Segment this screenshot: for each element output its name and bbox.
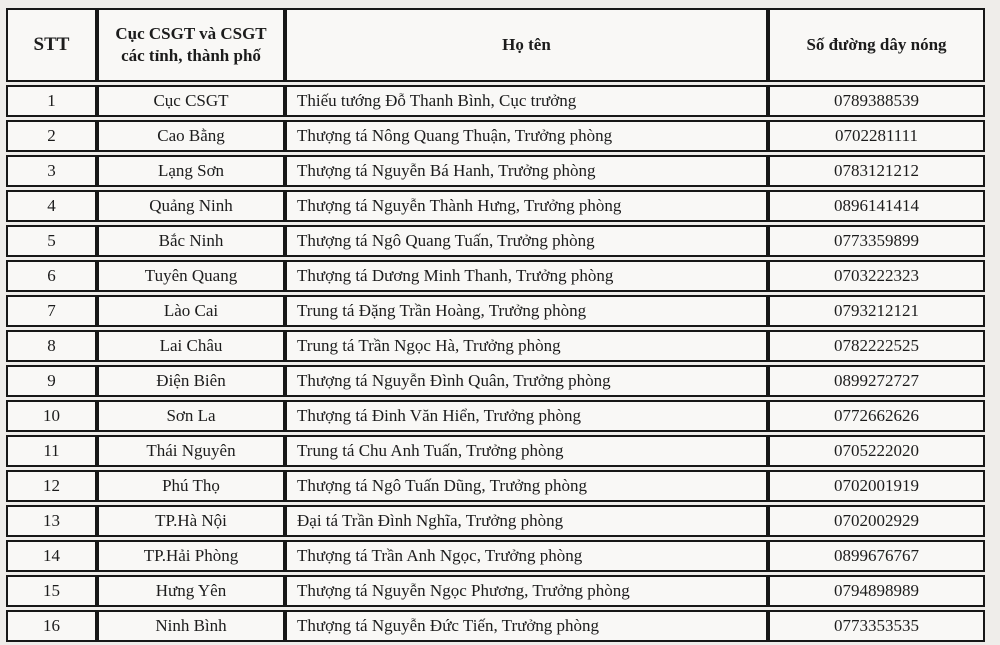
- row-hotline: 0702002929: [768, 505, 985, 537]
- row-stt: 1: [6, 85, 97, 117]
- row-hotline: 0783121212: [768, 155, 985, 187]
- row-hotline: 0794898989: [768, 575, 985, 607]
- row-unit: Cao Bằng: [97, 120, 285, 152]
- row-unit: Phú Thọ: [97, 470, 285, 502]
- row-stt: 5: [6, 225, 97, 257]
- column-header-unit: Cục CSGT và CSGT các tỉnh, thành phố: [97, 8, 285, 82]
- table-row: [6, 365, 985, 397]
- row-stt: 2: [6, 120, 97, 152]
- row-stt: 6: [6, 260, 97, 292]
- row-hotline: 0782222525: [768, 330, 985, 362]
- row-hotline: 0705222020: [768, 435, 985, 467]
- row-stt: 8: [6, 330, 97, 362]
- row-hotline: 0899272727: [768, 365, 985, 397]
- row-stt: 10: [6, 400, 97, 432]
- row-name: Thượng tá Nông Quang Thuận, Trưởng phòng: [285, 120, 768, 152]
- row-unit: Lạng Sơn: [97, 155, 285, 187]
- row-unit: Sơn La: [97, 400, 285, 432]
- row-hotline: 0896141414: [768, 190, 985, 222]
- row-stt: 11: [6, 435, 97, 467]
- row-stt: 3: [6, 155, 97, 187]
- row-hotline: 0703222323: [768, 260, 985, 292]
- row-name: Thượng tá Nguyễn Ngọc Phương, Trưởng phòng: [285, 575, 768, 607]
- table-row: [6, 470, 985, 502]
- row-stt: 16: [6, 610, 97, 642]
- header-row: [6, 8, 985, 82]
- row-name: Đại tá Trần Đình Nghĩa, Trưởng phòng: [285, 505, 768, 537]
- row-unit: Cục CSGT: [97, 85, 285, 117]
- row-name: Thượng tá Đinh Văn Hiển, Trưởng phòng: [285, 400, 768, 432]
- table-row: [6, 120, 985, 152]
- row-stt: 9: [6, 365, 97, 397]
- row-hotline: 0702281111: [768, 120, 985, 152]
- row-unit: Ninh Bình: [97, 610, 285, 642]
- row-stt: 15: [6, 575, 97, 607]
- row-hotline: 0789388539: [768, 85, 985, 117]
- row-unit: Lai Châu: [97, 330, 285, 362]
- row-hotline: 0702001919: [768, 470, 985, 502]
- table-row: [6, 435, 985, 467]
- table-row: [6, 295, 985, 327]
- row-name: Thượng tá Trần Anh Ngọc, Trưởng phòng: [285, 540, 768, 572]
- table-row: [6, 610, 985, 642]
- column-header-name: Họ tên: [285, 8, 768, 82]
- table-row: [6, 400, 985, 432]
- row-name: Thượng tá Nguyễn Thành Hưng, Trưởng phòng: [285, 190, 768, 222]
- table-row: [6, 540, 985, 572]
- table-body: [6, 85, 985, 642]
- row-hotline: 0773359899: [768, 225, 985, 257]
- row-name: Thượng tá Ngô Quang Tuấn, Trưởng phòng: [285, 225, 768, 257]
- row-name: Trung tá Đặng Trần Hoàng, Trưởng phòng: [285, 295, 768, 327]
- table-row: [6, 155, 985, 187]
- row-name: Thượng tá Dương Minh Thanh, Trưởng phòng: [285, 260, 768, 292]
- row-unit: Điện Biên: [97, 365, 285, 397]
- row-unit: Hưng Yên: [97, 575, 285, 607]
- row-name: Thiếu tướng Đỗ Thanh Bình, Cục trưởng: [285, 85, 768, 117]
- row-unit: Thái Nguyên: [97, 435, 285, 467]
- table-row: [6, 575, 985, 607]
- row-stt: 13: [6, 505, 97, 537]
- row-name: Thượng tá Nguyễn Đình Quân, Trưởng phòng: [285, 365, 768, 397]
- table-row: [6, 85, 985, 117]
- row-name: Thượng tá Nguyễn Đức Tiến, Trưởng phòng: [285, 610, 768, 642]
- row-hotline: 0773353535: [768, 610, 985, 642]
- table-row: [6, 190, 985, 222]
- row-stt: 4: [6, 190, 97, 222]
- row-hotline: 0793212121: [768, 295, 985, 327]
- table-row: [6, 330, 985, 362]
- row-unit: TP.Hà Nội: [97, 505, 285, 537]
- row-name: Trung tá Chu Anh Tuấn, Trưởng phòng: [285, 435, 768, 467]
- row-unit: Lào Cai: [97, 295, 285, 327]
- row-name: Trung tá Trần Ngọc Hà, Trưởng phòng: [285, 330, 768, 362]
- table-row: [6, 505, 985, 537]
- column-header-hotline: Số đường dây nóng: [768, 8, 985, 82]
- row-stt: 14: [6, 540, 97, 572]
- row-unit: Quảng Ninh: [97, 190, 285, 222]
- row-unit: Tuyên Quang: [97, 260, 285, 292]
- row-hotline: 0899676767: [768, 540, 985, 572]
- hotline-table: [6, 5, 985, 645]
- row-name: Thượng tá Ngô Tuấn Dũng, Trưởng phòng: [285, 470, 768, 502]
- row-stt: 12: [6, 470, 97, 502]
- table-row: [6, 260, 985, 292]
- row-hotline: 0772662626: [768, 400, 985, 432]
- row-unit: TP.Hải Phòng: [97, 540, 285, 572]
- row-stt: 7: [6, 295, 97, 327]
- row-name: Thượng tá Nguyễn Bá Hanh, Trưởng phòng: [285, 155, 768, 187]
- column-header-stt: STT: [6, 8, 97, 82]
- row-unit: Bắc Ninh: [97, 225, 285, 257]
- table-row: [6, 225, 985, 257]
- table-header: [6, 8, 985, 82]
